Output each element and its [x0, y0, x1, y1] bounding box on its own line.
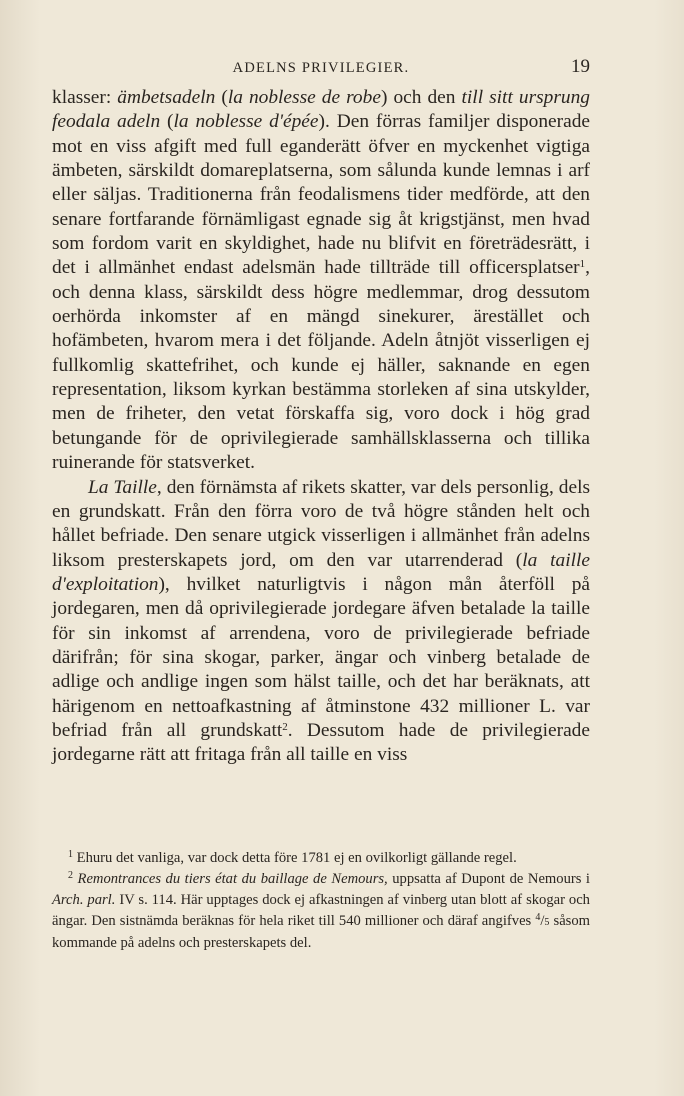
text-run: ) och den: [380, 87, 462, 108]
paragraph-2: [52, 476, 590, 768]
italic-term: ämbetsadeln: [117, 87, 216, 108]
italic-abbrev: Arch. parl.: [52, 892, 116, 908]
page-number: 19: [571, 56, 590, 77]
fraction-denominator: 5: [544, 917, 550, 928]
footnote-text: IV s. 114. Här upptages dock ej afkastningen af vinberg utan blott af skogar och ängar. Den sistnämda beräknas för hela riket till 540 millioner och däraf angifves: [52, 892, 590, 929]
italic-term: la taille d'exploitation: [52, 549, 590, 595]
italic-term: la noblesse d'épée: [173, 111, 319, 133]
text-run: , den förnämsta af rikets skatter, var dels personlig, dels en grundskatt. Från den förra voro de två högre stånden helt och hållet befriade. Den senare utgick visserligen i allmänhet från adelns liksom presterskapets jord, om den var utarrenderad (: [52, 476, 590, 571]
text-run: (: [160, 111, 174, 133]
italic-term: till sitt ursprung feodala adeln: [52, 87, 590, 133]
paragraph-1: [52, 86, 590, 476]
fraction-separator: /: [540, 913, 545, 929]
footnote-mark: 1: [68, 849, 73, 860]
italic-term: La Taille: [88, 476, 157, 498]
text-run: , och denna klass, särskildt dess högre medlemmar, drog dessutom oerhörda inkomster af en mängd sinekurer, ärestället och hofämbeten, hvarom mera i det följande. Adeln åtnjöt visserligen ej fullkomlig skattefrihet, och kunde ej häller, saknande en egen representation, liksom kyrkan bestämma storleken af sina utskylder, men de friheter, den vetat förskaffa sig, voro dock i hög grad betungande för de oprivilegierade samhällsklasserna och tillika ruinerande för statsverket.: [52, 257, 590, 474]
footnote-text: Ehuru det vanliga, var dock detta före 1781 ej en ovilkorligt gällande regel.: [73, 850, 517, 866]
footnote-ref-1[interactable]: 1: [579, 258, 586, 271]
text-run: (: [215, 87, 228, 108]
page-header: [52, 56, 590, 80]
fraction-numerator: 4: [535, 912, 541, 923]
footnote-2: [52, 869, 590, 954]
running-head: ADELNS PRIVILEGIER.: [232, 60, 410, 76]
footnote-text: såsom kommande på adelns och presterskapets del.: [52, 913, 590, 951]
main-text: [52, 86, 590, 768]
text-run: . Dessutom hade de privilegierade jordegarne rätt att fritaga från all taille en viss: [52, 719, 590, 766]
footnote-text: uppsatta af Dupont de Nemours i: [387, 871, 590, 887]
footnote-ref-2[interactable]: 2: [282, 720, 288, 733]
footnote-1: [52, 848, 590, 869]
italic-title: Remontrances du tiers état du baillage de Nemours,: [77, 871, 388, 887]
footnotes: [52, 848, 590, 954]
text-run: ). Den förras familjer disponerade mot en viss afgift med full eganderätt öfver en myckenhet vigtiga ämbeten, särskildt domareplatserna, som sålunda kunde lemnas i arf eller säljas. Traditionerna från feodalismens tider medförde, att den senare fortfarande förnämligast egnade sig åt krigstjänst, men hvad som fordom varit en skyldighet, hade nu blifvit en företrädesrätt, i det i allmänhet endast adelsmän hade tillträde till officersplatser: [52, 111, 590, 279]
footnote-mark: 2: [68, 870, 73, 881]
text-run: klasser:: [52, 87, 118, 108]
italic-term: la noblesse de robe: [227, 87, 381, 108]
text-run: ), hvilket naturligtvis i någon mån återföll på jordegaren, men då oprivilegierade jordegare äfven betalade la taille för sin inkomst af arrendena, voro de privilegierade befriade därifrån; för sina skogar, parker, ängar och vinberg betalade de adlige och andlige ingen som hälst taille, och det har beräknats, att härigenom en nettoafkastning af åtminstone 432 millioner L. var befriad från all grundskatt: [52, 573, 590, 741]
